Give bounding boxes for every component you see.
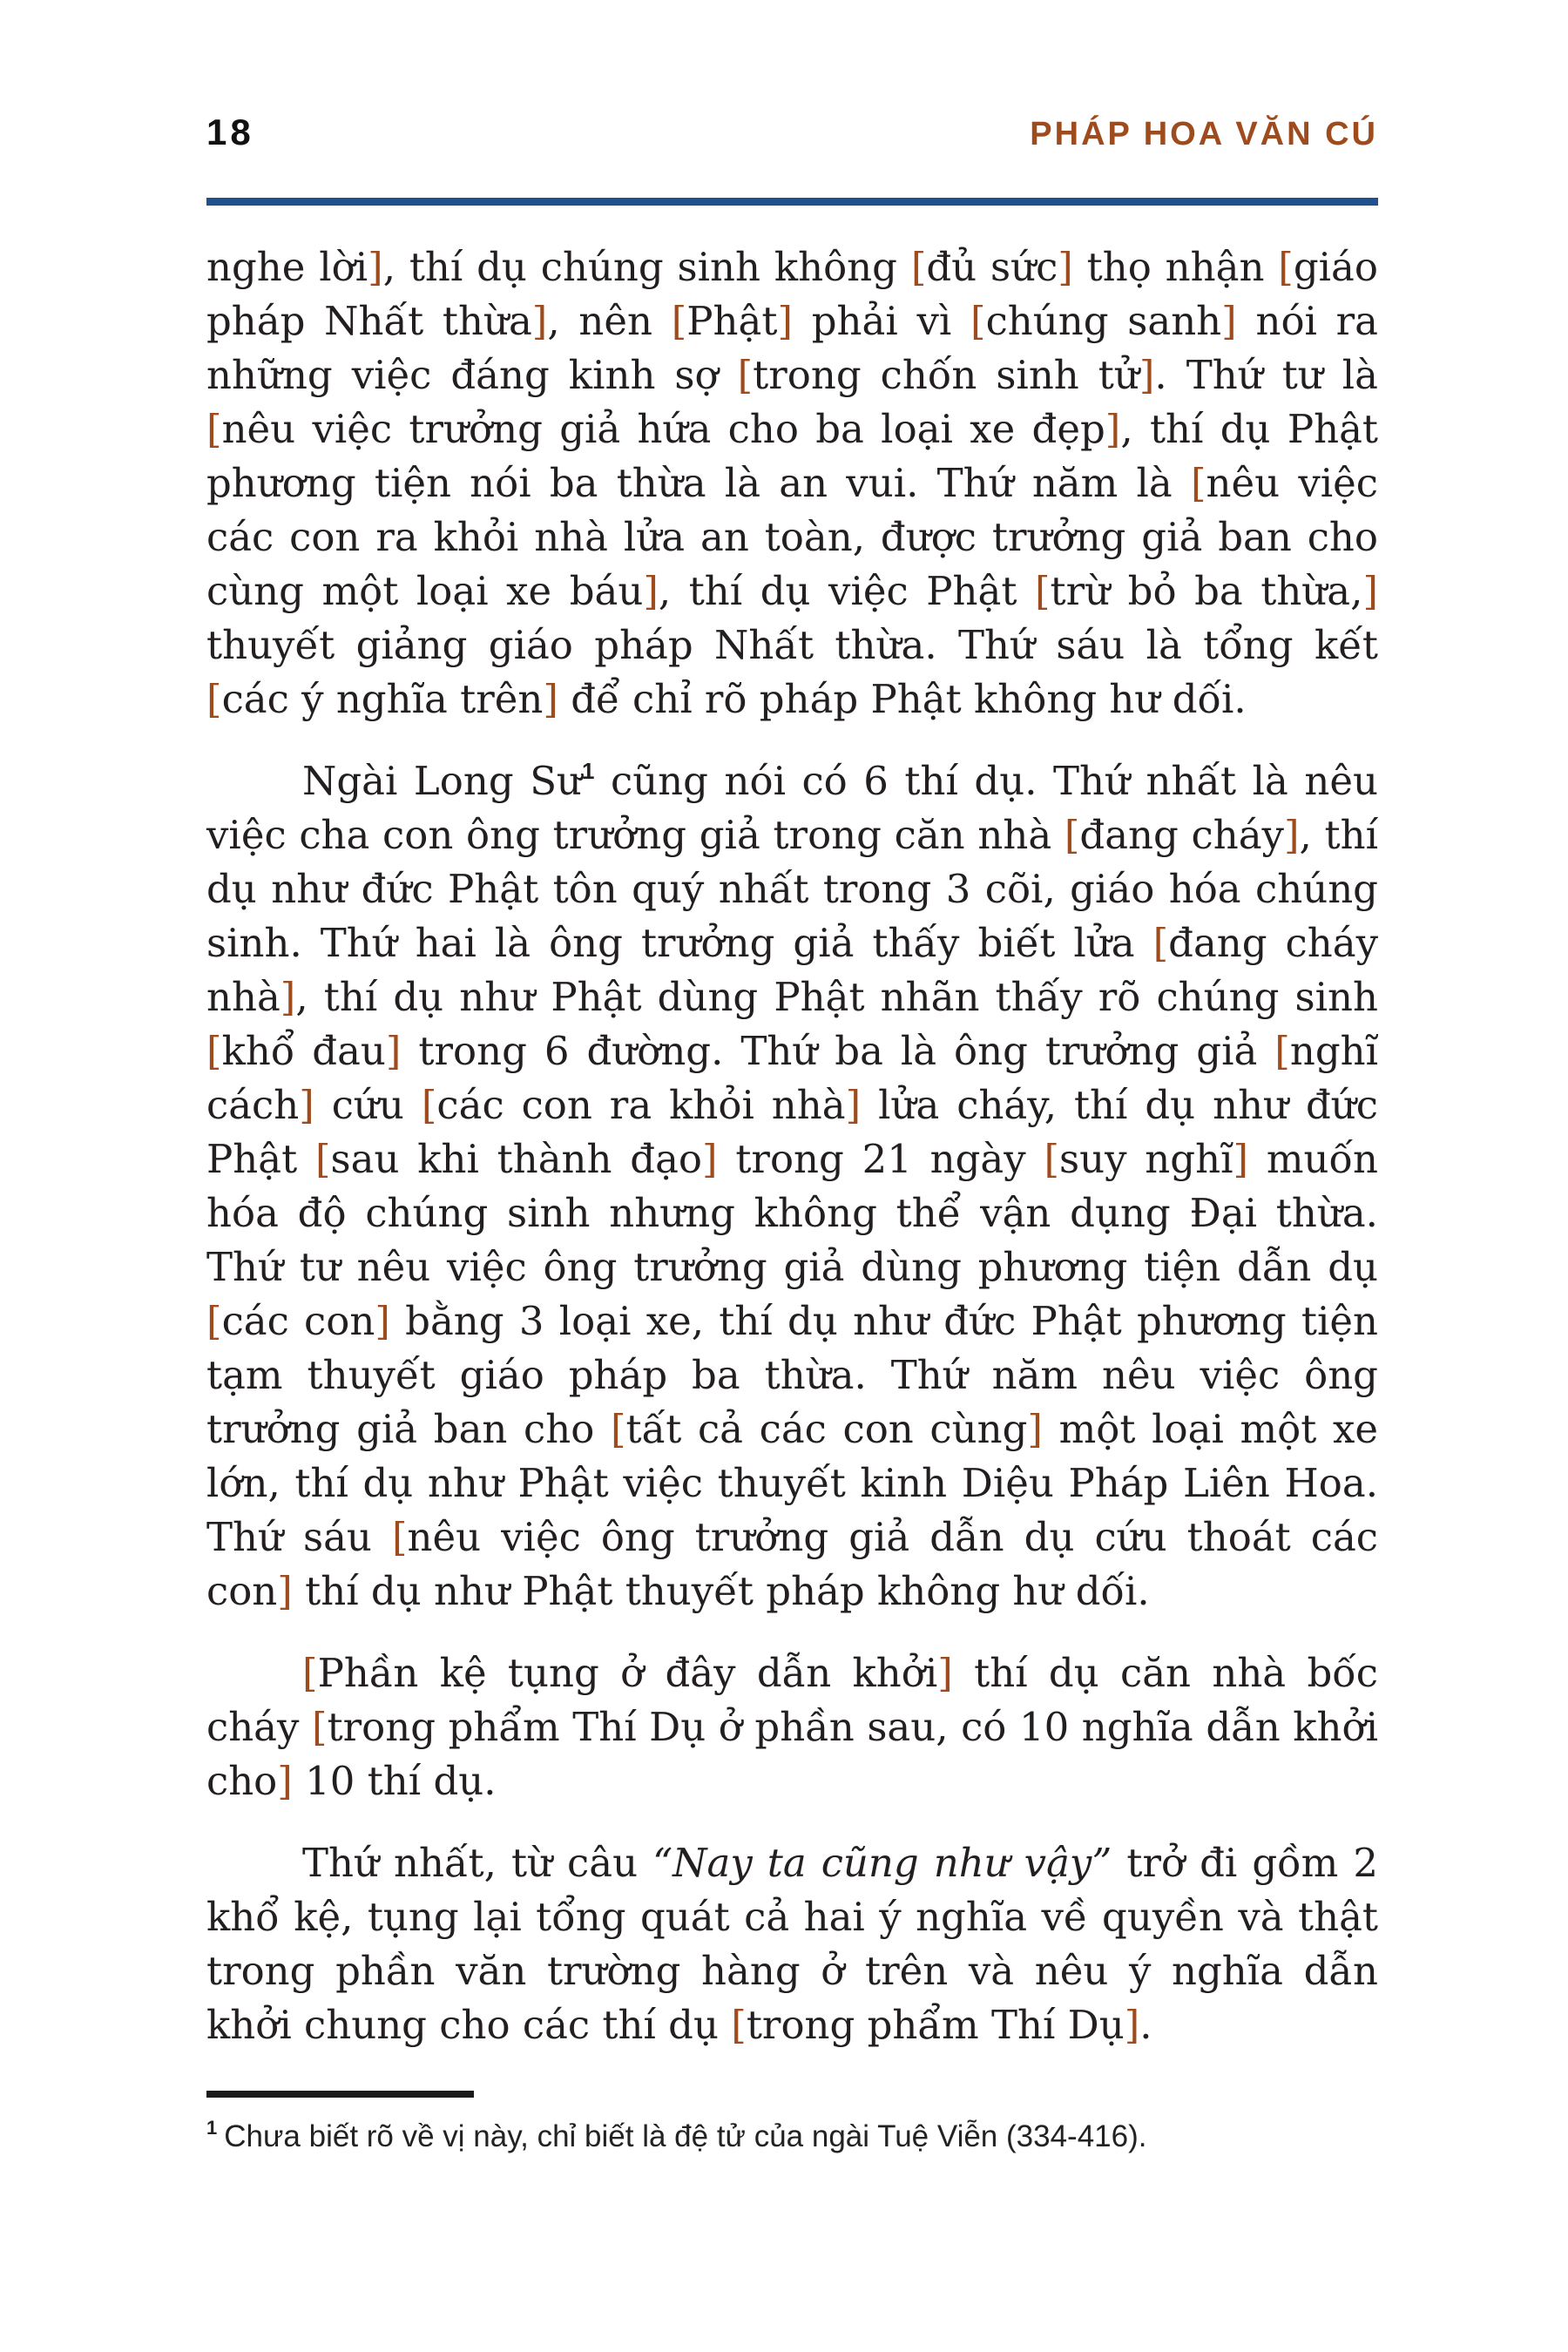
- bracket: [: [1044, 1136, 1060, 1182]
- bracket: [: [1034, 568, 1051, 614]
- bracket: [: [671, 298, 687, 344]
- bracket: [: [731, 2002, 747, 2048]
- body-text: [206, 240, 1378, 2080]
- page-header: [206, 112, 1378, 153]
- bracket: [: [610, 1406, 626, 1452]
- page-number: 18: [206, 112, 254, 152]
- bracket: [: [1278, 244, 1294, 290]
- bracket: [: [1190, 460, 1206, 506]
- bracket: ]: [385, 1028, 402, 1074]
- bracket: [: [312, 1704, 328, 1750]
- bracket: ]: [1139, 352, 1155, 398]
- bracket: ]: [1058, 244, 1073, 290]
- bracket: ]: [777, 298, 794, 344]
- footnote-text: Chưa biết rõ về vị này, chỉ biết là đệ tử của ngài Tuệ Viễn (334-416).: [224, 2119, 1147, 2153]
- bracket: ]: [1124, 2002, 1140, 2048]
- bracket: ]: [1233, 1136, 1249, 1182]
- footnote-rule: [206, 2091, 474, 2098]
- bracket: ]: [375, 1298, 390, 1344]
- bracket: [: [1152, 920, 1169, 966]
- bracket: ]: [1105, 406, 1121, 452]
- bracket: [: [302, 1650, 318, 1696]
- bracket: [: [206, 1028, 222, 1074]
- bracket: [: [206, 406, 222, 452]
- footnote-area: [206, 2091, 1378, 2157]
- bracket: ]: [531, 298, 548, 344]
- bracket: ]: [277, 1568, 293, 1614]
- bracket: ]: [845, 1082, 862, 1128]
- bracket: [: [1064, 812, 1080, 858]
- bracket: ]: [368, 244, 383, 290]
- paragraph: [Phần kệ tụng ở đây dẫn khởi] thí dụ căn nhà bốc cháy [trong phẩm Thí Dụ ở phần sau, có 10 nghĩa dẫn khởi cho] 10 thí dụ.: [206, 1650, 1378, 1804]
- bracket: [: [910, 244, 927, 290]
- bracket: ]: [702, 1136, 718, 1182]
- bracket: [: [314, 1136, 331, 1182]
- bracket: [: [1274, 1028, 1290, 1074]
- bracket: [: [206, 676, 222, 722]
- bracket: [: [391, 1514, 408, 1560]
- bracket: [: [421, 1082, 437, 1128]
- bracket: [: [970, 298, 986, 344]
- paragraph: nghe lời], thí dụ chúng sinh không [đủ sức] thọ nhận [giáo pháp Nhất thừa], nên [Phật] phải vì [chúng sanh] nói ra những việc đáng kinh sợ [trong chốn sinh tử]. Thứ tư là [nêu việc trưởng giả hứa cho ba loại xe đẹp], thí dụ Phật phương tiện nói ba thừa là an vui. Thứ năm là [nêu việc các con ra khỏi nhà lửa an toàn, được trưởng giả ban cho cùng một loại xe báu], thí dụ việc Phật [trừ bỏ ba thừa,] thuyết giảng giáo pháp Nhất thừa. Thứ sáu là tổng kết [các ý nghĩa trên] để chỉ rõ pháp Phật không hư dối.: [206, 244, 1379, 722]
- footnote-reference: 1: [582, 758, 595, 784]
- bracket: ]: [1283, 812, 1300, 858]
- footnote-marker: 1: [206, 2117, 218, 2139]
- bracket: [: [737, 352, 754, 398]
- header-rule: [206, 198, 1378, 206]
- running-title: PHÁP HOA VĂN CÚ: [1030, 116, 1378, 152]
- footnote: [206, 2117, 1378, 2157]
- paragraph: Ngài Long Sư$^1$ cũng nói có 6 thí dụ. Thứ nhất là nêu việc cha con ông trưởng giả trong căn nhà [đang cháy], thí dụ như đức Phật tôn quý nhất trong 3 cõi, giáo hóa chúng sinh. Thứ hai là ông trưởng giả thấy biết lửa [đang cháy nhà], thí dụ như Phật dùng Phật nhãn thấy rõ chúng sinh [khổ đau] trong 6 đường. Thứ ba là ông trưởng giả [nghĩ cách] cứu [các con ra khỏi nhà] lửa cháy, thí dụ như đức Phật [sau khi thành đạo] trong 21 ngày [suy nghĩ] muốn hóa độ chúng sinh nhưng không thể vận dụng Đại thừa. Thứ tư nêu việc ông trưởng giả dùng phương tiện dẫn dụ [các con] bằng 3 loại xe, thí dụ như đức Phật phương tiện tạm thuyết giáo pháp ba thừa. Thứ năm nêu việc ông trưởng giả ban cho [tất cả các con cùng] một loại một xe lớn, thí dụ như Phật việc thuyết kinh Diệu Pháp Liên Hoa. Thứ sáu [nêu việc ông trưởng giả dẫn dụ cứu thoát các con] thí dụ như Phật thuyết pháp không hư dối.: [206, 758, 1379, 1614]
- bracket: ]: [280, 974, 296, 1020]
- bracket: ]: [1221, 298, 1237, 344]
- bracket: ]: [1362, 568, 1378, 614]
- bracket: ]: [299, 1082, 314, 1128]
- paragraph: Thứ nhất, từ câu “Nay ta cũng như vậy” trở đi gồm 2 khổ kệ, tụng lại tổng quát cả hai ý nghĩa về quyền và thật trong phần văn trường hàng ở trên và nêu ý nghĩa dẫn khởi chung cho các thí dụ [trong phẩm Thí Dụ].: [206, 1840, 1379, 2048]
- bracket: ]: [277, 1758, 293, 1804]
- bracket: ]: [1027, 1406, 1043, 1452]
- bracket: ]: [543, 676, 558, 722]
- bracket: ]: [937, 1650, 953, 1696]
- bracket: ]: [643, 568, 659, 614]
- bracket: [: [206, 1298, 222, 1344]
